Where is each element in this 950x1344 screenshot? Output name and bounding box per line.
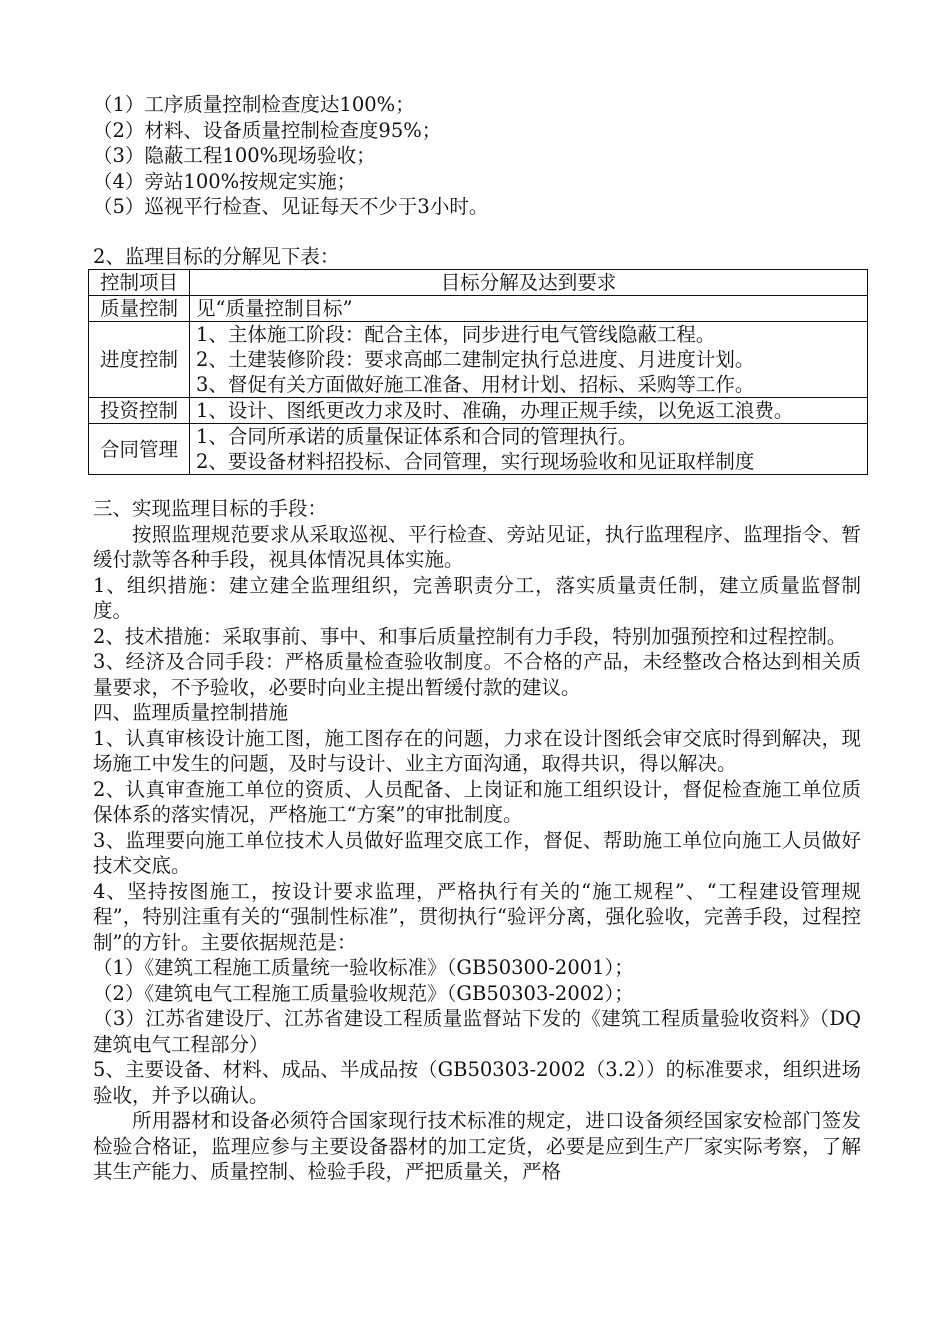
detail-line: 2、土建装修阶段：要求高邮二建制定执行总进度、月进度计划。 xyxy=(196,348,755,371)
standard-reference: （3）江苏省建设厅、江苏省建设工程质量监督站下发的《建筑工程质量验收资料》（DQ建筑电气工程部分） xyxy=(93,1007,861,1056)
table-cell-item: 进度控制 xyxy=(89,322,190,398)
list-item: （2）材料、设备质量控制检查度95%； xyxy=(93,118,442,142)
body-text xyxy=(93,496,861,1185)
paragraph: 2、认真审查施工单位的资质、人员配备、上岗证和施工组织设计，督促检查施工单位质保体系的落实情况，严格施工“方案”的审批制度。 xyxy=(93,777,861,826)
table-cell-detail xyxy=(190,322,868,398)
table-cell-detail xyxy=(190,424,868,475)
table-row xyxy=(89,322,868,398)
paragraph: 4、坚持按图施工，按设计要求监理，严格执行有关的“施工规程”、“工程建设管理规程”，特别注重有关的“强制性标准”，贯彻执行“验评分离，强化验收，完善手段，过程控制”的方针。主要依据规范是： xyxy=(93,879,861,954)
paragraph: 2、技术措施：采取事前、事中、和事后质量控制有力手段，特别加强预控和过程控制。 xyxy=(93,624,847,648)
paragraph: 1、组织措施：建立建全监理组织，完善职责分工，落实质量责任制，建立质量监督制度。 xyxy=(93,573,861,622)
list-item: （5）巡视平行检查、见证每天不少于3小时。 xyxy=(93,195,489,218)
table-cell-item: 投资控制 xyxy=(89,398,190,424)
paragraph: 1、认真审核设计施工图，施工图存在的问题，力求在设计图纸会审交底时得到解决，现场施工中发生的问题，及时与设计、业主方面沟通，取得共识，得以解决。 xyxy=(93,726,861,775)
paragraph: 3、监理要向施工单位技术人员做好监理交底工作，督促、帮助施工单位向施工人员做好技术交底。 xyxy=(93,828,861,877)
standard-reference: （2）《建筑电气工程施工质量验收规范》（GB50303-2002）； xyxy=(93,981,634,1005)
paragraph: 按照监理规范要求从采取巡视、平行检查、旁站见证，执行监理程序、监理指令、暂缓付款等各种手段，视具体情况具体实施。 xyxy=(93,522,861,571)
table-header: 目标分解及达到要求 xyxy=(190,270,868,296)
table-header: 控制项目 xyxy=(89,270,190,296)
table-row xyxy=(89,424,868,475)
section-heading: 四、监理质量控制措施 xyxy=(93,701,289,724)
table-cell-detail xyxy=(190,398,868,424)
table-cell-item: 合同管理 xyxy=(89,424,190,475)
detail-line: 见“质量控制目标” xyxy=(196,297,353,320)
table-caption: 2、监理目标的分解见下表： xyxy=(93,245,340,268)
standard-reference: （1）《建筑工程施工质量统一验收标准》（GB50300-2001）； xyxy=(93,956,634,979)
list-item: （3）隐蔽工程100%现场验收； xyxy=(93,144,376,167)
detail-line: 1、主体施工阶段：配合主体，同步进行电气管线隐蔽工程。 xyxy=(196,323,716,346)
list-item: （1）工序质量控制检查度达100%； xyxy=(93,93,415,116)
table-row xyxy=(89,398,868,424)
detail-line: 1、设计、图纸更改力求及时、准确，办理正规手续，以免返工浪费。 xyxy=(196,399,794,422)
paragraph: 3、经济及合同手段：严格质量检查验收制度。不合格的产品，未经整改合格达到相关质量要求，不予验收，必要时向业主提出暂缓付款的建议。 xyxy=(93,650,861,699)
table-cell-item: 质量控制 xyxy=(89,296,190,322)
paragraph: 所用器材和设备必须符合国家现行技术标准的规定，进口设备须经国家安检部门签发检验合格证，监理应参与主要设备器材的加工定货，必要是应到生产厂家实际考察，了解其生产能力、质量控制、检验手段，严把质量关，严格 xyxy=(93,1109,861,1183)
detail-line: 1、合同所承诺的质量保证体系和合同的管理执行。 xyxy=(196,425,638,448)
quality-targets-list xyxy=(93,92,861,220)
table-row xyxy=(89,296,868,322)
paragraph: 5、主要设备、材料、成品、半成品按（GB50303-2002（3.2））的标准要求，组织进场验收，并予以确认。 xyxy=(93,1058,861,1107)
list-item: （4）旁站100%按规定实施； xyxy=(93,169,357,193)
section-heading: 三、实现监理目标的手段： xyxy=(93,497,328,520)
table-header-row xyxy=(89,270,868,296)
target-decomposition-table xyxy=(88,269,868,475)
detail-line: 3、督促有关方面做好施工准备、用材计划、招标、采购等工作。 xyxy=(196,373,755,396)
detail-line: 2、要设备材料招投标、合同管理，实行现场验收和见证取样制度 xyxy=(196,450,755,473)
table-cell-detail xyxy=(190,296,868,322)
